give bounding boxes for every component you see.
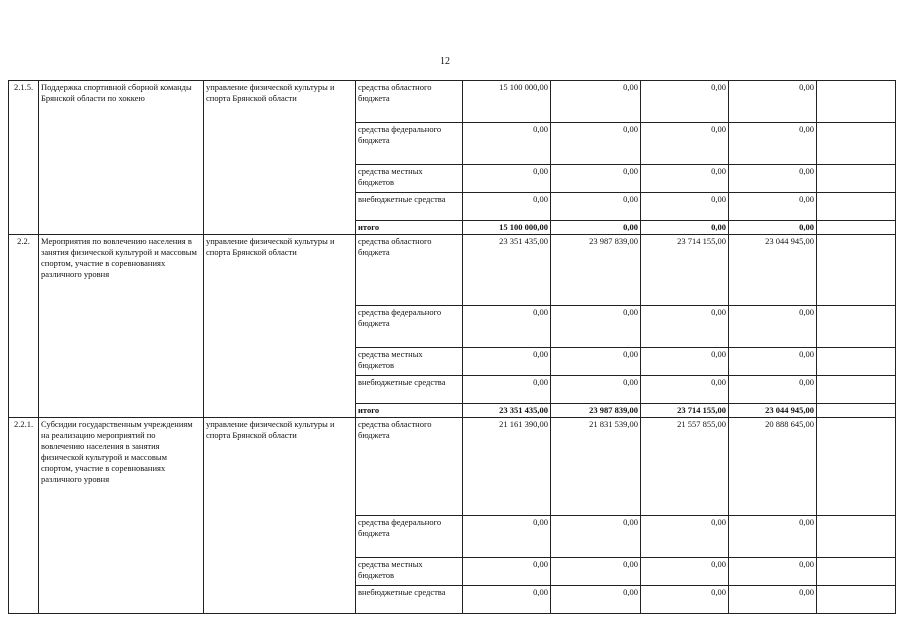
- value-cell: 0,00: [729, 81, 817, 123]
- value-cell: 0,00: [551, 123, 641, 165]
- funding-source: средства местных бюджетов: [356, 165, 463, 193]
- section-name: Субсидии государственным учреждениям на реализацию мероприятий по вовлечению населения в занятия физической культурой и массовым спортом, участие в соревнованиях различного уровня: [39, 418, 204, 614]
- value-cell: 0,00: [551, 306, 641, 348]
- value-cell: 0,00: [729, 306, 817, 348]
- value-cell: 0,00: [641, 123, 729, 165]
- value-cell: 0,00: [641, 558, 729, 586]
- empty-cell: [817, 516, 896, 558]
- value-cell: 0,00: [551, 165, 641, 193]
- value-cell: 0,00: [641, 516, 729, 558]
- empty-cell: [817, 235, 896, 306]
- value-cell: 0,00: [729, 165, 817, 193]
- funding-source: средства федерального бюджета: [356, 516, 463, 558]
- table-row: [9, 235, 896, 306]
- funding-source: средства федерального бюджета: [356, 123, 463, 165]
- value-cell: 23 351 435,00: [463, 404, 551, 418]
- empty-cell: [817, 123, 896, 165]
- value-cell: 0,00: [551, 558, 641, 586]
- value-cell: 0,00: [641, 221, 729, 235]
- funding-source: средства федерального бюджета: [356, 306, 463, 348]
- value-cell: 0,00: [729, 516, 817, 558]
- value-cell: 0,00: [463, 586, 551, 614]
- value-cell: 0,00: [463, 306, 551, 348]
- funding-source: средства областного бюджета: [356, 235, 463, 306]
- value-cell: 0,00: [729, 123, 817, 165]
- funding-source: внебюджетные средства: [356, 193, 463, 221]
- funding-source: средства местных бюджетов: [356, 558, 463, 586]
- budget-table: [8, 80, 896, 614]
- value-cell: 0,00: [729, 348, 817, 376]
- value-cell: 23 351 435,00: [463, 235, 551, 306]
- value-cell: 0,00: [641, 306, 729, 348]
- section-executor: управление физической культуры и спорта Брянской области: [204, 418, 356, 614]
- funding-source: итого: [356, 404, 463, 418]
- value-cell: 0,00: [463, 165, 551, 193]
- value-cell: 0,00: [641, 586, 729, 614]
- empty-cell: [817, 418, 896, 516]
- value-cell: 21 831 539,00: [551, 418, 641, 516]
- empty-cell: [817, 376, 896, 404]
- value-cell: 0,00: [729, 376, 817, 404]
- value-cell: 0,00: [729, 586, 817, 614]
- value-cell: 0,00: [641, 193, 729, 221]
- value-cell: 23 987 839,00: [551, 235, 641, 306]
- value-cell: 0,00: [463, 123, 551, 165]
- value-cell: 23 714 155,00: [641, 404, 729, 418]
- value-cell: 0,00: [463, 558, 551, 586]
- value-cell: 23 987 839,00: [551, 404, 641, 418]
- funding-source: средства областного бюджета: [356, 418, 463, 516]
- funding-source: внебюджетные средства: [356, 586, 463, 614]
- value-cell: 0,00: [551, 348, 641, 376]
- value-cell: 23 714 155,00: [641, 235, 729, 306]
- empty-cell: [817, 165, 896, 193]
- value-cell: 0,00: [551, 221, 641, 235]
- value-cell: 0,00: [463, 348, 551, 376]
- table-row: [9, 418, 896, 516]
- value-cell: 0,00: [641, 165, 729, 193]
- value-cell: 0,00: [551, 586, 641, 614]
- empty-cell: [817, 404, 896, 418]
- empty-cell: [817, 81, 896, 123]
- value-cell: 0,00: [551, 81, 641, 123]
- value-cell: 21 161 390,00: [463, 418, 551, 516]
- value-cell: 0,00: [551, 516, 641, 558]
- value-cell: 23 044 945,00: [729, 235, 817, 306]
- value-cell: 15 100 000,00: [463, 81, 551, 123]
- value-cell: 0,00: [641, 81, 729, 123]
- value-cell: 0,00: [551, 376, 641, 404]
- section-executor: управление физической культуры и спорта Брянской области: [204, 81, 356, 235]
- empty-cell: [817, 306, 896, 348]
- funding-source: средства местных бюджетов: [356, 348, 463, 376]
- value-cell: 0,00: [729, 221, 817, 235]
- section-code: 2.1.5.: [9, 81, 39, 235]
- section-code: 2.2.1.: [9, 418, 39, 614]
- section-code: 2.2.: [9, 235, 39, 418]
- value-cell: 20 888 645,00: [729, 418, 817, 516]
- funding-source: итого: [356, 221, 463, 235]
- value-cell: 15 100 000,00: [463, 221, 551, 235]
- empty-cell: [817, 221, 896, 235]
- funding-source: внебюджетные средства: [356, 376, 463, 404]
- value-cell: 0,00: [463, 193, 551, 221]
- value-cell: 0,00: [463, 516, 551, 558]
- page-number: 12: [440, 56, 450, 67]
- value-cell: 0,00: [463, 376, 551, 404]
- empty-cell: [817, 348, 896, 376]
- value-cell: 0,00: [641, 376, 729, 404]
- value-cell: 21 557 855,00: [641, 418, 729, 516]
- section-name: Мероприятия по вовлечению населения в занятия физической культурой и массовым спортом, участие в соревнованиях различного уровня: [39, 235, 204, 418]
- empty-cell: [817, 558, 896, 586]
- funding-source: средства областного бюджета: [356, 81, 463, 123]
- empty-cell: [817, 193, 896, 221]
- table-row: [9, 81, 896, 123]
- value-cell: 23 044 945,00: [729, 404, 817, 418]
- value-cell: 0,00: [729, 558, 817, 586]
- value-cell: 0,00: [551, 193, 641, 221]
- value-cell: 0,00: [729, 193, 817, 221]
- section-name: Поддержка спортивной сборной команды Брянской области по хоккею: [39, 81, 204, 235]
- value-cell: 0,00: [641, 348, 729, 376]
- section-executor: управление физической культуры и спорта Брянской области: [204, 235, 356, 418]
- empty-cell: [817, 586, 896, 614]
